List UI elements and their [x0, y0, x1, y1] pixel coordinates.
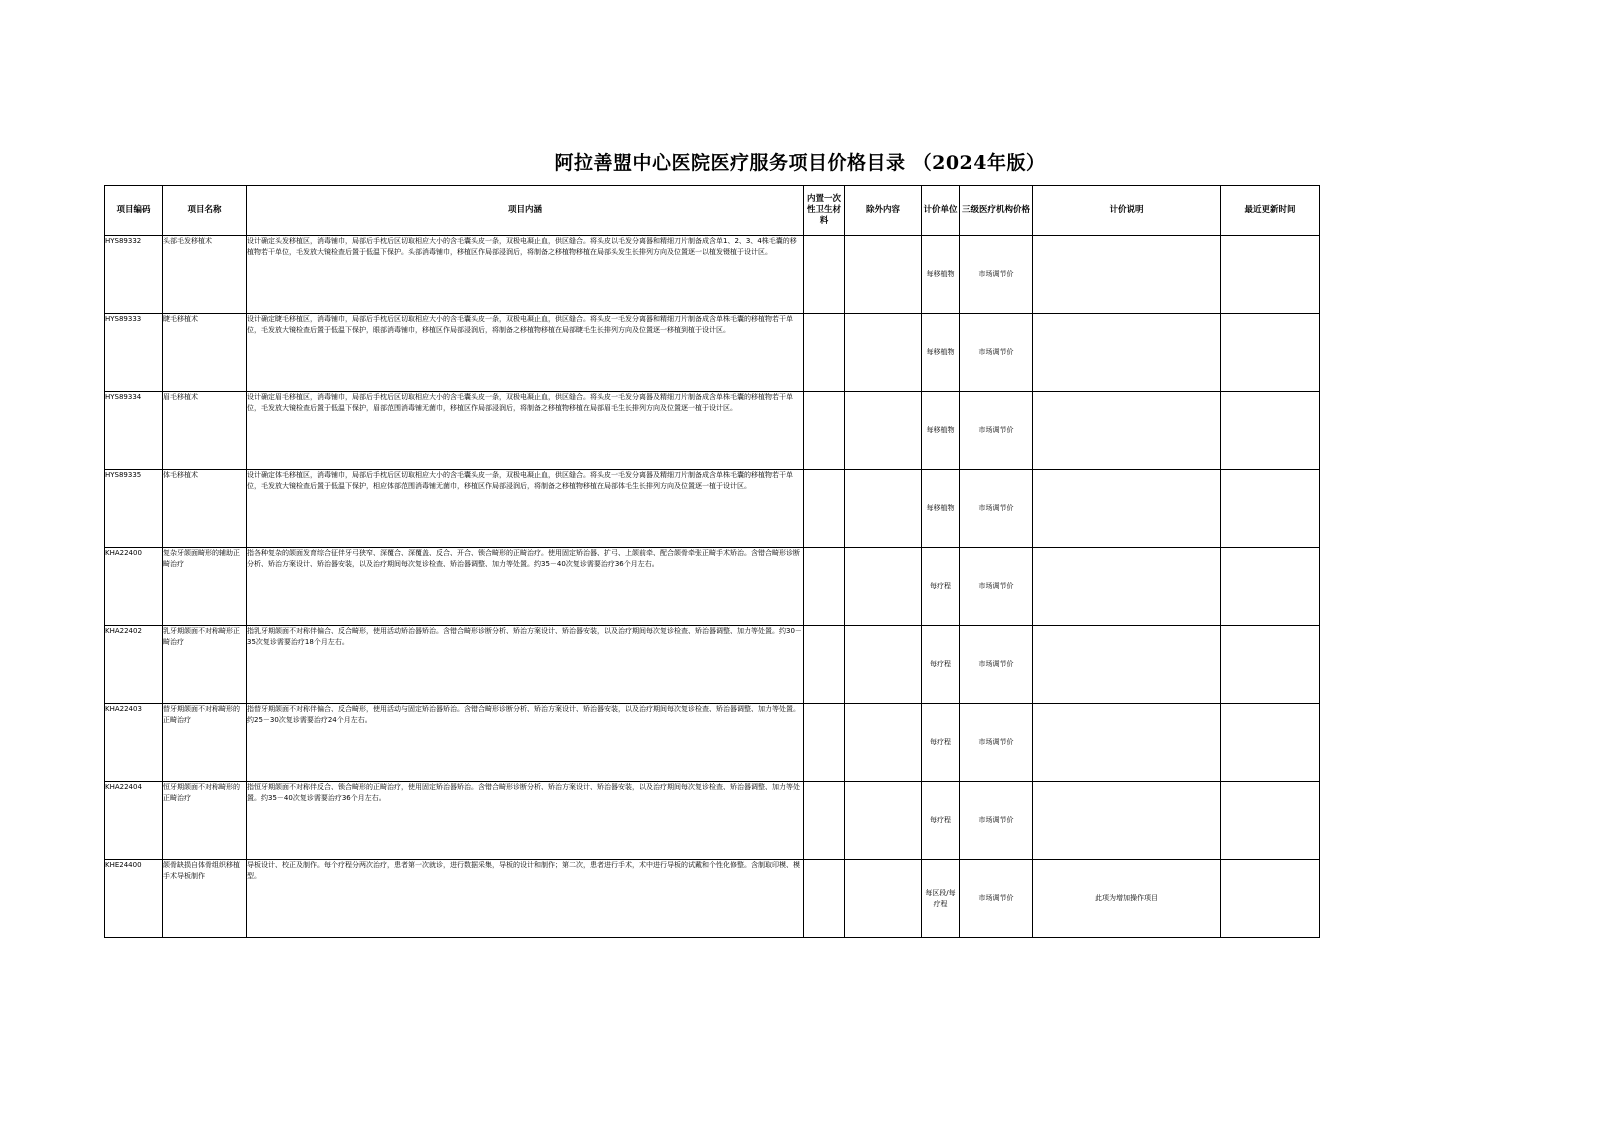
- cell-excluded: [845, 704, 922, 782]
- cell-material: [804, 704, 845, 782]
- cell-updated: [1221, 782, 1320, 860]
- cell-content: 指乳牙期颌面不对称伴偏合、反合畸形，使用活动矫治器矫治。含错合畸形诊断分析、矫治方案设计、矫治器安装，以及治疗期间每次复诊检查、矫治器调整、加力等处置。约30－35次复诊需要治疗18个月左右。: [247, 626, 804, 704]
- cell-material: [804, 236, 845, 314]
- cell-code: KHA22404: [105, 782, 163, 860]
- table-row: [105, 704, 1320, 782]
- cell-note: 此项为增加操作项目: [1033, 860, 1221, 938]
- cell-note: [1033, 782, 1221, 860]
- cell-content: 设计确定眉毛移植区，消毒铺巾，局部后手枕后区切取相应大小的含毛囊头皮一条，双极电凝止血，供区缝合。将头皮一毛发分离器及精细刀片制备成含单株毛囊的移植物若干单位，毛发放大镜检查后置于低温下保护，眉部范围消毒铺无菌巾，移植区作局部浸润后，将制备之移植物移植在局部眉毛生长排列方向及位置逐一植于设计区。: [247, 392, 804, 470]
- header-price: 三级医疗机构价格: [960, 186, 1033, 236]
- cell-material: [804, 392, 845, 470]
- cell-code: KHA22403: [105, 704, 163, 782]
- cell-code: KHE24400: [105, 860, 163, 938]
- table-row: [105, 236, 1320, 314]
- table-row: [105, 782, 1320, 860]
- cell-price: 市场调节价: [960, 236, 1033, 314]
- cell-material: [804, 314, 845, 392]
- cell-excluded: [845, 782, 922, 860]
- cell-unit: 每移植物: [922, 236, 960, 314]
- cell-name: 眉毛移植术: [163, 392, 247, 470]
- cell-material: [804, 470, 845, 548]
- cell-code: HYS89334: [105, 392, 163, 470]
- cell-excluded: [845, 860, 922, 938]
- cell-content: 指恒牙期颌面不对称伴反合、锁合畸形的正畸治疗，使用固定矫治器矫治。含错合畸形诊断分析、矫治方案设计、矫治器安装，以及治疗期间每次复诊检查、矫治器调整、加力等处置。约35－40次复诊需要治疗36个月左右。: [247, 782, 804, 860]
- cell-updated: [1221, 236, 1320, 314]
- cell-unit: 每移植物: [922, 470, 960, 548]
- cell-updated: [1221, 548, 1320, 626]
- cell-name: 体毛移植术: [163, 470, 247, 548]
- cell-excluded: [845, 314, 922, 392]
- cell-unit: 每移植物: [922, 314, 960, 392]
- cell-name: 替牙期颌面不对称畸形的正畸治疗: [163, 704, 247, 782]
- cell-price: 市场调节价: [960, 314, 1033, 392]
- cell-note: [1033, 392, 1221, 470]
- cell-unit: 每疗程: [922, 548, 960, 626]
- cell-material: [804, 860, 845, 938]
- cell-content: 指各种复杂的颌面发育综合征伴牙弓狭窄、深覆合、深覆盖、反合、开合、锁合畸形的正畸治疗。使用固定矫治器、扩弓、上颌前牵、配合颌骨牵张正畸手术矫治。含错合畸形诊断分析、矫治方案设计、矫治器安装，以及治疗期间每次复诊检查、矫治器调整、加力等处置。约35－40次复诊需要治疗36个月左右。: [247, 548, 804, 626]
- table-row: [105, 314, 1320, 392]
- cell-code: HYS89332: [105, 236, 163, 314]
- table-row: [105, 392, 1320, 470]
- cell-excluded: [845, 548, 922, 626]
- header-updated: 最近更新时间: [1221, 186, 1320, 236]
- header-unit: 计价单位: [922, 186, 960, 236]
- cell-price: 市场调节价: [960, 860, 1033, 938]
- header-code: 项目编码: [105, 186, 163, 236]
- cell-code: KHA22400: [105, 548, 163, 626]
- cell-unit: 每疗程: [922, 782, 960, 860]
- cell-updated: [1221, 314, 1320, 392]
- document-title: 阿拉善盟中心医院医疗服务项目价格目录 （2024年版）: [554, 152, 1046, 174]
- cell-price: 市场调节价: [960, 548, 1033, 626]
- cell-note: [1033, 314, 1221, 392]
- cell-updated: [1221, 626, 1320, 704]
- cell-name: 颌骨缺损自体骨组织移植手术导板制作: [163, 860, 247, 938]
- cell-price: 市场调节价: [960, 626, 1033, 704]
- cell-note: [1033, 470, 1221, 548]
- cell-material: [804, 548, 845, 626]
- cell-updated: [1221, 860, 1320, 938]
- header-excluded: 除外内容: [845, 186, 922, 236]
- header-material: 内置一次性卫生材料: [804, 186, 845, 236]
- cell-content: 导板设计、校正及制作。每个疗程分两次治疗，患者第一次就诊，进行数据采集，导板的设计和制作；第二次，患者进行手术，术中进行导板的试戴和个性化修整。含制取印模、模型。: [247, 860, 804, 938]
- cell-note: [1033, 548, 1221, 626]
- cell-excluded: [845, 626, 922, 704]
- cell-unit: 每移植物: [922, 392, 960, 470]
- cell-note: [1033, 626, 1221, 704]
- cell-content: 指替牙期颌面不对称伴偏合、反合畸形，使用活动与固定矫治器矫治。含错合畸形诊断分析、矫治方案设计、矫治器安装，以及治疗期间每次复诊检查、矫治器调整、加力等处置。约25－30次复诊需要治疗24个月左右。: [247, 704, 804, 782]
- cell-content: 设计确定体毛移植区，消毒铺巾，局部后手枕后区切取相应大小的含毛囊头皮一条，双极电凝止血，供区缝合。将头皮一毛发分离器及精细刀片制备成含单株毛囊的移植物若干单位，毛发放大镜检查后置于低温下保护，相应体部范围消毒铺无菌巾，移植区作局部浸润后，将制备之移植物移植在局部体毛生长排列方向及位置逐一植于设计区。: [247, 470, 804, 548]
- cell-price: 市场调节价: [960, 392, 1033, 470]
- cell-name: 头部毛发移植术: [163, 236, 247, 314]
- cell-excluded: [845, 236, 922, 314]
- cell-price: 市场调节价: [960, 470, 1033, 548]
- table-row: [105, 626, 1320, 704]
- cell-unit: 每疗程: [922, 626, 960, 704]
- cell-name: 复杂牙颌面畸形的辅助正畸治疗: [163, 548, 247, 626]
- cell-price: 市场调节价: [960, 704, 1033, 782]
- price-table: [104, 185, 1320, 938]
- cell-updated: [1221, 704, 1320, 782]
- table-row: [105, 470, 1320, 548]
- header-note: 计价说明: [1033, 186, 1221, 236]
- cell-material: [804, 782, 845, 860]
- cell-code: HYS89333: [105, 314, 163, 392]
- cell-unit: 每区段/每疗程: [922, 860, 960, 938]
- cell-updated: [1221, 470, 1320, 548]
- table-row: [105, 860, 1320, 938]
- cell-name: 睫毛移植术: [163, 314, 247, 392]
- cell-price: 市场调节价: [960, 782, 1033, 860]
- cell-code: HYS89335: [105, 470, 163, 548]
- header-row: [105, 186, 1320, 236]
- cell-code: KHA22402: [105, 626, 163, 704]
- cell-excluded: [845, 392, 922, 470]
- cell-updated: [1221, 392, 1320, 470]
- cell-note: [1033, 704, 1221, 782]
- header-name: 项目名称: [163, 186, 247, 236]
- cell-note: [1033, 236, 1221, 314]
- cell-unit: 每疗程: [922, 704, 960, 782]
- header-content: 项目内涵: [247, 186, 804, 236]
- cell-material: [804, 626, 845, 704]
- cell-name: 恒牙期颌面不对称畸形的正畸治疗: [163, 782, 247, 860]
- table-row: [105, 548, 1320, 626]
- cell-content: 设计确定睫毛移植区，消毒铺巾，局部后手枕后区切取相应大小的含毛囊头皮一条，双极电凝止血，供区缝合。将头皮一毛发分离器和精细刀片制备成含单株毛囊的移植物若干单位，毛发放大镜检查后置于低温下保护，眼部消毒铺巾，移植区作局部浸润后，将制备之移植物移植在局部睫毛生长排列方向及位置逐一移植到植于设计区。: [247, 314, 804, 392]
- cell-excluded: [845, 470, 922, 548]
- cell-name: 乳牙期颌面不对称畸形正畸治疗: [163, 626, 247, 704]
- cell-content: 设计确定头发移植区，消毒铺巾，局部后手枕后区切取相应大小的含毛囊头皮一条，双极电凝止血，供区缝合。将头皮以毛发分离器和精细刀片制备成含单1、2、3、4株毛囊的移植物若干单位，毛发放大镜检查后置于低温下保护。头部消毒铺巾，移植区作局部浸润后，将制备之移植物移植在局部头发生长排列方向及位置逐一以植发镊植于设计区。: [247, 236, 804, 314]
